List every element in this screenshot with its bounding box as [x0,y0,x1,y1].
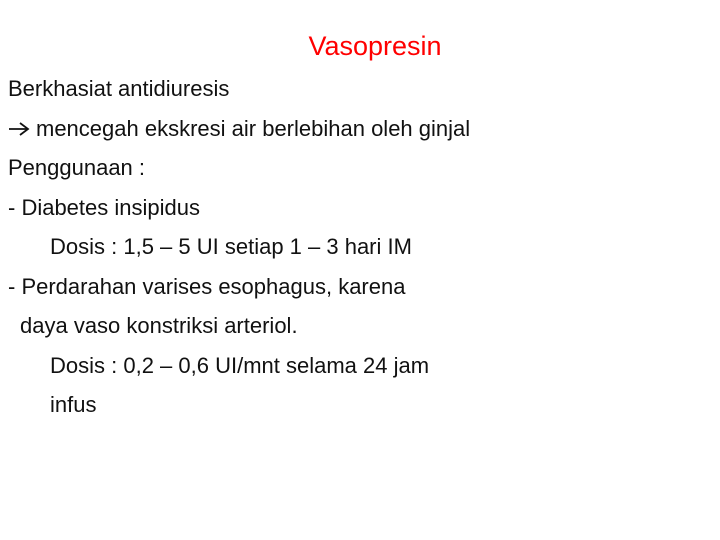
text-line-usage-heading [8,148,708,188]
line-text: Penggunaan : [8,155,146,180]
text-line-effect [8,69,708,109]
text-line-indication-2-cont [8,306,708,346]
line-text: Dosis : 0,2 – 0,6 UI/mnt selama 24 jam [50,352,430,378]
line-text: daya vaso konstriksi arteriol. [20,313,298,338]
text-line-mechanism [8,109,708,149]
line-text: infus [50,392,97,417]
slide-body [8,69,708,425]
text-line-dose-2 [8,346,708,386]
right-arrow-icon [8,121,30,137]
line-text: Dosis : 1,5 – 5 UI setiap 1 – 3 hari IM [50,234,412,259]
line-text: - Perdarahan varises esophagus, karena [8,273,406,299]
line-text: Berkhasiat antidiuresis [8,76,230,101]
text-line-indication-2 [8,267,708,307]
text-line-dose-2-route [8,385,708,425]
line-text: mencegah ekskresi air berlebihan oleh ginjal [36,115,471,141]
line-text: - Diabetes insipidus [8,194,200,220]
text-line-indication-1 [8,188,708,228]
text-line-dose-1 [8,227,708,267]
slide-title: Vasopresin [308,31,442,61]
